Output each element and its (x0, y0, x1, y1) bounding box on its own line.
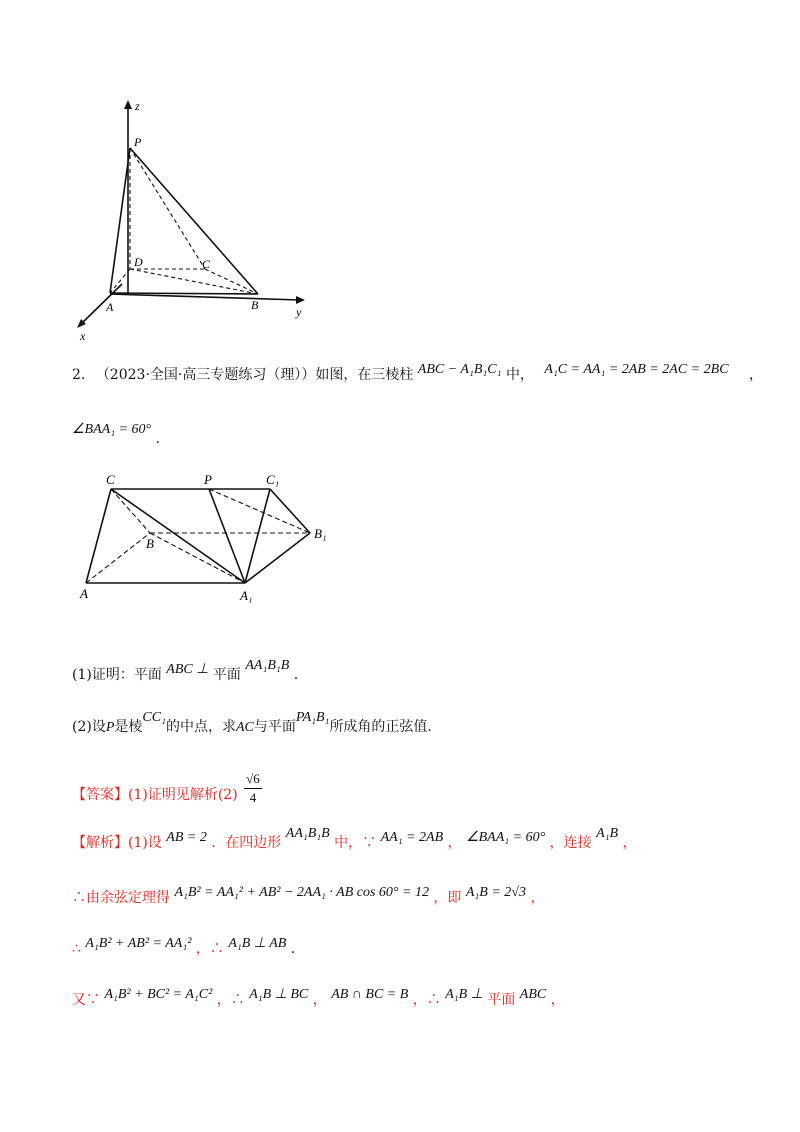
analysis-l1-d: ， (447, 835, 462, 851)
problem-line-1 (72, 362, 763, 385)
analysis-l2-c: ， (530, 890, 545, 906)
label-C: C (202, 257, 211, 271)
analysis-l4-m4: A₁B ⊥ (445, 987, 483, 1002)
analysis-l4-m5: ABC (519, 987, 547, 1002)
q2-ac: AC (235, 720, 254, 735)
edge-A1B1 (245, 533, 310, 583)
analysis-l1-f: ， (622, 835, 637, 851)
y-arrow-icon (296, 296, 305, 304)
question-1 (72, 658, 299, 685)
edge-PC (130, 148, 205, 269)
label-z: z (135, 99, 140, 113)
label-B: B (146, 536, 154, 551)
answer-denominator: 4 (249, 790, 257, 805)
edge-C1A1 (245, 489, 270, 583)
label-C: C (106, 472, 115, 487)
answer-label: 【答案】(1)证明见解析(2) (72, 786, 238, 803)
q2-p4: 与平面 (253, 719, 296, 735)
edge-PA (110, 148, 130, 293)
analysis-line-4 (72, 987, 565, 1010)
analysis-l1-m4: ∠BAA₁ = 60° (466, 830, 546, 845)
label-B: B (251, 298, 259, 312)
label-y: y (296, 305, 302, 319)
problem-comma: ， (749, 367, 763, 383)
analysis-l3-a: ∴ (72, 941, 81, 957)
q1-mid: 平面 (212, 667, 241, 683)
problem-angle: ∠BAA₁ = 60° (72, 422, 152, 437)
analysis-l2-m2: A₁B = 2√3 (465, 885, 526, 900)
analysis-l2-a: ∴由余弦定理得 (72, 890, 170, 906)
figure-prism (75, 470, 345, 605)
analysis-l1-c: 中，∵ (334, 835, 377, 851)
analysis-l4-f: ， (550, 992, 565, 1008)
q1-plane-abc: ABC ⊥ (166, 662, 209, 677)
label-A: A (80, 586, 88, 601)
q2-p3: 的中点，求 (165, 719, 236, 735)
q2-p1: (2)设 (72, 719, 106, 735)
answer-line (72, 770, 262, 807)
analysis-l4-m1: A₁B² + BC² = A₁C² (104, 987, 213, 1002)
analysis-l1-m5: A₁B (596, 826, 619, 841)
edge-BA1 (150, 533, 245, 583)
problem-source: （2023·全国·高三专题练习（理））如图，在三棱柱 (95, 367, 414, 383)
edge-C1B1 (270, 489, 310, 533)
analysis-line-2 (72, 885, 545, 908)
q1-prefix: (1)证明：平面 (72, 667, 162, 683)
analysis-l1-m3: AA₁ = 2AB (380, 830, 444, 845)
analysis-l4-a: 又∵ (72, 992, 100, 1008)
label-A: A (106, 300, 114, 314)
q2-plane: PA₁B₁ (295, 710, 330, 725)
analysis-l1-b: ．在四边形 (211, 835, 282, 851)
q1-plane-aa1b1b: AA₁B₁B (245, 658, 290, 673)
analysis-line-1 (72, 826, 637, 853)
analysis-l3-m1: A₁B² + AB² = AA₁² (85, 936, 192, 951)
figure-pyramid (70, 95, 320, 345)
label-A1: A₁ (240, 588, 253, 603)
prism-name: ABC − A₁B₁C₁ (417, 362, 502, 377)
edge-PB (130, 148, 258, 294)
analysis-l4-b: ，∴ (216, 992, 245, 1008)
label-B1: B₁ (314, 526, 327, 541)
analysis-l2-b: ，即 (433, 890, 462, 906)
q2-p5: 所成角的正弦值. (329, 719, 432, 735)
q2-point-P: P (105, 720, 115, 735)
edge-AB (110, 293, 258, 294)
analysis-line-3 (72, 936, 296, 959)
edge-AB (86, 533, 150, 583)
analysis-l4-d: ，∴ (412, 992, 441, 1008)
label-x: x (80, 329, 86, 343)
label-C1: C₁ (266, 472, 280, 487)
edge-CA (86, 489, 111, 583)
analysis-l3-c: . (290, 941, 296, 957)
edge-CB (111, 489, 150, 533)
edge-CA1 (111, 489, 245, 583)
analysis-l1-m1: AB = 2 (166, 830, 207, 845)
analysis-l3-b: ，∴ (195, 941, 224, 957)
label-D: D (134, 255, 143, 269)
analysis-l4-c: ， (312, 992, 327, 1008)
analysis-l4-m3: AB ∩ BC = B (331, 987, 409, 1002)
problem-period: . (155, 431, 161, 447)
x-axis (80, 284, 122, 325)
question-2 (72, 710, 432, 737)
label-P: P (204, 472, 212, 487)
answer-fraction (244, 770, 262, 807)
z-arrow-icon (124, 100, 132, 109)
answer-numerator: √6 (244, 770, 262, 789)
q2-edge-cc1: CC₁ (142, 710, 166, 725)
q2-p2: 是棱 (114, 719, 143, 735)
y-axis (110, 294, 300, 300)
analysis-l2-m1: A₁B² = AA₁² + AB² − 2AA₁ · AB cos 60° = 12 (174, 885, 429, 900)
analysis-l4-e: 平面 (487, 992, 516, 1008)
analysis-l4-m2: A₁B ⊥ BC (249, 987, 309, 1002)
label-P: P (134, 135, 142, 149)
edge-PA1 (209, 489, 245, 583)
analysis-l3-m2: A₁B ⊥ AB (228, 936, 287, 951)
problem-mid: 中， (505, 367, 534, 383)
problem-line-2 (72, 420, 161, 447)
q1-end: . (293, 667, 299, 683)
problem-condition: A₁C = AA₁ = 2AB = 2AC = 2BC (544, 362, 729, 377)
problem-number: 2. (72, 367, 86, 383)
analysis-l1-m2: AA₁B₁B (285, 826, 330, 841)
analysis-l1-a: 【解析】(1)设 (72, 835, 162, 851)
analysis-l1-e: ，连接 (549, 835, 592, 851)
edge-CB (205, 269, 258, 294)
